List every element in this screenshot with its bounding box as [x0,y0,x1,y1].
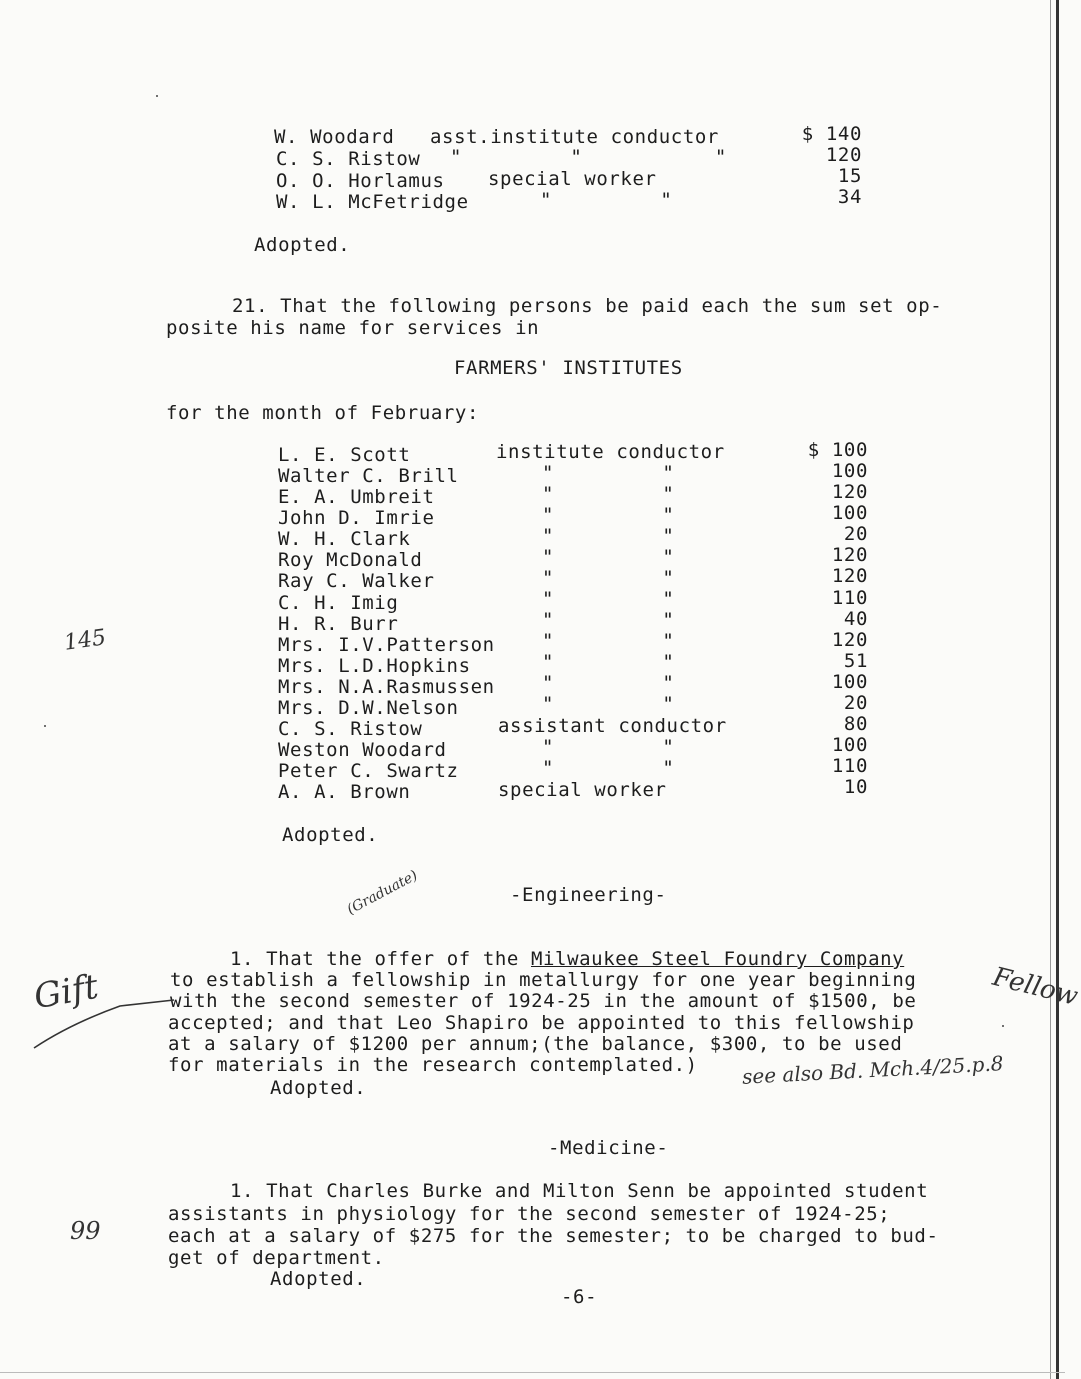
section-heading-engineering: -Engineering- [510,884,667,906]
row-title: asst.institute conductor [430,126,719,148]
resolution-21-line1: 21. That the following persons be paid each the sum set op- [232,295,943,317]
row-name: Mrs. N.A.Rasmussen [278,676,495,698]
adopted-label: Adopted. [282,824,379,846]
row-title: " " [542,567,675,589]
medicine-line2: assistants in physiology for the second semester of 1924-25; [168,1203,891,1225]
row-amount: 110 [831,587,868,609]
row-name: E. A. Umbreit [278,486,435,508]
row-title: assistant conductor [498,715,727,737]
page-edge-shadow [1050,0,1051,1379]
row-amount: 120 [825,144,862,166]
medicine-line3: each at a salary of $275 for the semester; to be charged to bud- [168,1225,939,1247]
row-amount: 40 [843,608,868,630]
row-title: " " " [450,146,727,168]
engineering-line5: at a salary of $1200 per annum;(the balance, $300, to be used [168,1033,903,1055]
row-title: " " [542,609,675,631]
row-title: " " [542,651,675,673]
row-name: C. H. Imig [278,592,399,614]
row-name: Ray C. Walker [278,570,435,592]
handwritten-arrow-line [30,996,180,1056]
handwritten-margin-note: 145 [62,625,108,656]
row-name: Mrs. D.W.Nelson [278,697,459,719]
row-name: O. O. Horlamus [276,170,445,192]
medicine-line4: get of department. [168,1247,385,1269]
row-name: Weston Woodard [278,739,447,761]
row-amount: 100 [831,460,868,482]
row-title: " " [542,757,675,779]
row-amount: 100 [831,502,868,524]
row-name: A. A. Brown [278,781,411,803]
row-amount: $ 100 [807,439,868,461]
row-title: " " [542,672,675,694]
row-amount: 10 [843,776,868,798]
adopted-label: Adopted. [254,234,351,256]
row-title: " " [542,736,675,758]
handwritten-gift-note: Gift [31,966,102,1018]
scan-speck [156,95,158,97]
handwritten-reference-note: see also Bd. Mch.4/25.p.8 [741,1051,1005,1089]
row-amount: 100 [831,734,868,756]
row-title: special worker [498,779,667,801]
row-title: " " [542,588,675,610]
row-amount: 20 [843,692,868,714]
engineering-line1-text: 1. That the offer of the [230,948,531,970]
row-name: W. Woodard [274,126,395,148]
row-name: W. H. Clark [278,528,411,550]
company-name: Milwaukee Steel Foundry Company [530,948,905,970]
row-amount: 120 [831,629,868,651]
row-title: " " [542,462,675,484]
page-edge-right [1056,0,1059,1379]
row-name: L. E. Scott [278,444,411,466]
row-name: Mrs. L.D.Hopkins [278,655,471,677]
row-title: " " [542,504,675,526]
month-line: for the month of February: [166,402,480,424]
row-name: W. L. McFetridge [276,191,469,213]
row-title: " " [542,483,675,505]
scan-speck [44,725,46,727]
row-amount: 80 [843,713,868,735]
row-title: " " [542,693,675,715]
scan-speck [1002,1025,1004,1027]
row-amount: 120 [831,565,868,587]
row-title: " " [542,546,675,568]
row-name: Peter C. Swartz [278,760,459,782]
row-amount: 15 [837,165,862,187]
adopted-label: Adopted. [270,1077,367,1099]
section-heading-farmers-institutes: FARMERS' INSTITUTES [454,357,683,379]
resolution-21-line2: posite his name for services in [166,317,540,339]
row-name: John D. Imrie [278,507,435,529]
row-amount: 34 [837,186,862,208]
row-title: institute conductor [496,441,725,463]
engineering-line1 [230,949,904,970]
row-title: special worker [488,168,657,190]
medicine-line1: 1. That Charles Burke and Milton Senn be appointed student [230,1180,929,1202]
engineering-line6: for materials in the research contemplated.) [168,1054,698,1076]
engineering-line3: with the second semester of 1924-25 in the amount of $1500, be [170,990,917,1012]
row-amount: 110 [831,755,868,777]
row-name: Roy McDonald [278,549,423,571]
row-amount: 120 [831,481,868,503]
row-amount: 20 [843,523,868,545]
row-title: " " [542,525,675,547]
row-name: C. S. Ristow [276,148,421,170]
row-title: " " [540,189,673,211]
row-name: Mrs. I.V.Patterson [278,634,495,656]
row-name: C. S. Ristow [278,718,423,740]
engineering-line4: accepted; and that Leo Shapiro be appointed to this fellowship [168,1012,915,1034]
page-edge-bottom [0,1372,1065,1373]
row-name: H. R. Burr [278,613,399,635]
page-number: -6- [561,1286,598,1308]
row-amount: 120 [831,544,868,566]
row-amount: 51 [843,650,868,672]
row-amount: $ 140 [801,123,862,145]
handwritten-fellow-note: Fellow [989,961,1081,1013]
engineering-line2: to establish a fellowship in metallurgy for one year beginning [170,969,917,991]
row-title: " " [542,630,675,652]
adopted-label: Adopted. [270,1268,367,1290]
row-amount: 100 [831,671,868,693]
handwritten-graduate-note: (Graduate) [344,867,421,918]
handwritten-margin-note: 99 [70,1217,101,1245]
row-name: Walter C. Brill [278,465,459,487]
section-heading-medicine: -Medicine- [548,1137,669,1159]
